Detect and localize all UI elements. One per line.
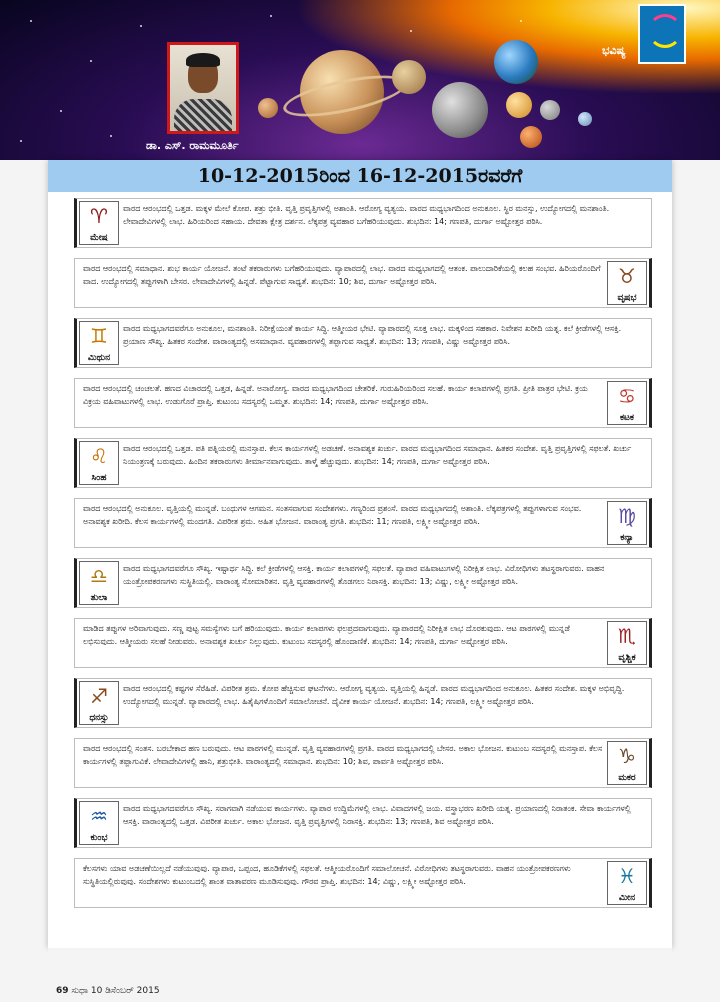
sign-name: ಮಕರ (618, 773, 636, 783)
zodiac-symbol: ♑ (618, 744, 636, 768)
prediction-text: ವಾರದ ಆರಂಭದಲ್ಲಿ ಕಷ್ಟಗಳ ಸೆರೆಹಿಡೆ. ವಿಪರೀತ ಶ್ರಮ. ಕೋಪ ಹೆಚ್ಚಿಸುವ ಘಟನೆಗಳು. ಆರೋಗ್ಯ ವ್ಯತ್ಯಯ. ವೃತ್ತಿಯಲ್ಲಿ ಹಿನ್ನಡೆ. ವಾರದ ಮಧ್ಯಭಾಗದಿಂದ ಅನುಕೂಲ. ಹಿತಕರ ಸಂದೇಶ. ಮಕ್ಕಳ ಅಭಿವೃದ್ಧಿ. ಉದ್ಯೋಗದಲ್ಲಿ ಮುನ್ನಡೆ. ವ್ಯಾಪಾರದಲ್ಲಿ ಲಾಭ. ಹಿತೈಷಿಗಳೊಂದಿಗೆ ಸಮಾಲೋಚನೆ. ದೈವೀಕ ಕಾರ್ಯ ಯೋಜನೆ. ಶುಭದಿನ: 14; ಗಣಪತಿ, ಲಕ್ಷ್ಮೀ ಅಷ್ಟೋತ್ತರ ಪಠಿಸಿ. (123, 684, 625, 706)
leo-icon (79, 441, 119, 485)
horoscope-entry (74, 498, 652, 548)
page-number: 69 (56, 986, 69, 996)
cancer-icon (607, 381, 647, 425)
prediction-text: ವಾರದ ಮಧ್ಯಭಾಗದವರೆಗೂ ಸೌಖ್ಯ. ಇಷ್ಟಾರ್ಥ ಸಿದ್ಧಿ. ಕಲೆ ಕ್ರೀಡೆಗಳಲ್ಲಿ ಆಸಕ್ತಿ. ಕಾರ್ಯ ಕಲಾಪಗಳಲ್ಲಿ ಸಫಲತೆ. ವ್ಯಾಪಾರ ವಹಿವಾಟುಗಳಲ್ಲಿ ನಿರೀಕ್ಷಿತ ಲಾಭ. ವಿರೋಧಿಗಳು ತಟಸ್ಥರಾಗುವರು. ವಾಹನ ಯಂತ್ರೋಪಕರಣಗಳು ಸುಸ್ಥಿತಿಯಲ್ಲಿ. ವಾರಾಂತ್ಯ ಸೋಮಾರಿತನ. ವೃತ್ತಿ ವ್ಯವಹಾರಗಳಲ್ಲಿ ತೊಡಗಲು ನಿರಾಸಕ್ತಿ. ಶುಭದಿನ: 13; ವಿಷ್ಣು, ಲಕ್ಷ್ಮೀ ಅಷ್ಟೋತ್ತರ ಪಠಿಸಿ. (123, 564, 605, 586)
zodiac-symbol: ♋ (618, 384, 636, 408)
horoscope-entry (74, 558, 652, 608)
prediction-text: ವಾರದ ಮಧ್ಯಭಾಗದವರೆಗೂ ಸೌಖ್ಯ. ಸರಾಗವಾಗಿ ನಡೆಯುವ ಕಾರ್ಯಗಳು. ವ್ಯಾಪಾರ ಉದ್ದಿಮೆಗಳಲ್ಲಿ ಲಾಭ. ವಿವಾದಗಳಲ್ಲಿ ಜಯ. ವಸ್ತ್ರಾಭರಣ ಖರೀದಿ ಯತ್ನ. ಪ್ರಯಾಣದಲ್ಲಿ ನಿರಾತಂಕ. ಸೇವಾ ಕಾರ್ಯಗಳಲ್ಲಿ ಆಸಕ್ತಿ. ವಾರಾಂತ್ಯದಲ್ಲಿ ಒತ್ತಡ. ವಿಪರೀತ ಖರ್ಚು. ಅಕಾಲ ಭೋಜನ. ವೃತ್ತಿ ಪ್ರವೃತ್ತಿಗಳಲ್ಲಿ ನಿರಾಸಕ್ತಿ. ಶುಭದಿನ: 13; ಗಣಪತಿ, ಶಿವ ಅಷ್ಟೋತ್ತರ ಪಠಿಸಿ. (123, 804, 631, 826)
swirl-icon (648, 14, 682, 48)
earth-icon (494, 40, 538, 84)
zodiac-symbol: ♈ (90, 204, 108, 228)
horoscope-panel (48, 160, 672, 948)
zodiac-symbol: ♏ (618, 624, 636, 648)
star (90, 60, 92, 62)
sagittarius-icon (79, 681, 119, 725)
horoscope-entry (74, 258, 652, 308)
sign-name: ತುಲಾ (90, 593, 108, 603)
star (60, 110, 62, 112)
sign-name: ಧನಸ್ಸು (89, 713, 109, 723)
libra-icon (79, 561, 119, 605)
star (520, 20, 522, 22)
venus-icon (506, 92, 532, 118)
prediction-text: ವಾರದ ಆರಂಭದಲ್ಲಿ ಸಮಾಧಾನ. ಶುಭ ಕಾರ್ಯ ಯೋಜನೆ. ತಂಟೆ ತಕರಾರುಗಳು ಬಗೆಹರಿಯುವುದು. ವ್ಯಾಪಾರದಲ್ಲಿ ಲಾಭ. ವಾರದ ಮಧ್ಯಭಾಗದಲ್ಲಿ ಆತಂಕ. ಪಾಲುದಾರಿಕೆಯಲ್ಲಿ ಕಲಹ ಸಂಭವ. ಹಿರಿಯರೊಂದಿಗೆ ವಾದ. ಉದ್ಯೋಗದಲ್ಲಿ ತಪ್ಪುಗಳಾಗಿ ಬೇಸರ. ಲೇವಾದೇವಿಗಳಲ್ಲಿ ಹಿನ್ನಡೆ. ಪೆಟ್ಟಾಗುವ ಸಾಧ್ಯತೆ. ಶುಭದಿನ: 10; ಶಿವ, ದುರ್ಗಾ ಅಷ್ಟೋತ್ತರ ಪಠಿಸಿ. (83, 264, 601, 286)
sign-name: ಮೇಷ (90, 233, 108, 243)
prediction-text: ವಾರದ ಆರಂಭದಲ್ಲಿ ಚಂಚಲತೆ. ಹಣದ ವಿಚಾರದಲ್ಲಿ ಒತ್ತಡ, ಹಿನ್ನಡೆ. ಅನಾರೋಗ್ಯ. ವಾರದ ಮಧ್ಯಭಾಗದಿಂದ ಚೇತರಿಕೆ. ಗುರುಹಿರಿಯರಿಂದ ಸಲಹೆ. ಕಾರ್ಯ ಕಲಾಪಗಳಲ್ಲಿ ಪ್ರಗತಿ. ಪ್ರೀತಿ ಪಾತ್ರರ ಭೇಟಿ. ಕ್ರಯ ವಿಕ್ರಯ ವಹಿವಾಟುಗಳಲ್ಲಿ ಲಾಭ. ಉಡುಗೊರೆ ಪ್ರಾಪ್ತಿ. ಕುಟುಂಬ ಸದಸ್ಯರಲ್ಲಿ ಒಮ್ಮತ. ಶುಭದಿನ: 14; ಗಣಪತಿ, ದುರ್ಗಾ ಅಷ್ಟೋತ್ತರ ಪಠಿಸಿ. (83, 384, 588, 406)
space-banner (0, 0, 720, 160)
section-logo-icon (638, 4, 686, 64)
author-photo (167, 42, 239, 134)
star (140, 25, 142, 27)
taurus-icon (607, 261, 647, 305)
star (410, 30, 412, 32)
star (20, 140, 22, 142)
prediction-text: ವಾರದ ಆರಂಭದಲ್ಲಿ ಅನುಕೂಲ. ವೃತ್ತಿಯಲ್ಲಿ ಮುನ್ನಡೆ. ಬಂಧುಗಳ ಆಗಮನ. ಸಂತಸವಾಗುವ ಸಂದೇಶಗಳು. ಗಣ್ಯರಿಂದ ಪ್ರಶಂಸೆ. ವಾರದ ಮಧ್ಯಭಾಗದಲ್ಲಿ ಅಶಾಂತಿ. ಲೆಕ್ಕಪತ್ರಗಳಲ್ಲಿ ತಪ್ಪುಗಳಾಗುವ ಸಂಭವ. ಅನಾವಶ್ಯಕ ಖರೀದಿ. ಕೆಲಸ ಕಾರ್ಯಗಳಲ್ಲಿ ಮಂದಗತಿ. ವಿಪರೀತ ಶ್ರಮ. ಅಹಿತ ಭೋಜನ. ವಾರಾಂತ್ಯ ಪ್ರಗತಿ. ಶುಭದಿನ: 11; ಗಣಪತಿ, ಲಕ್ಷ್ಮೀ ಅಷ್ಟೋತ್ತರ ಪಠಿಸಿ. (83, 504, 582, 526)
horoscope-entry (74, 738, 652, 788)
section-label: ಭವಿಷ್ಯ (602, 44, 626, 57)
horoscope-entry (74, 378, 652, 428)
horoscope-entry (74, 438, 652, 488)
zodiac-symbol: ♓ (618, 864, 636, 888)
scorpio-icon (607, 621, 647, 665)
virgo-icon (607, 501, 647, 545)
zodiac-symbol: ♎ (90, 564, 108, 588)
star (30, 20, 32, 22)
aquarius-icon (79, 801, 119, 845)
portrait-shirt (174, 99, 232, 131)
portrait-hair (186, 53, 220, 67)
prediction-text: ವಾರದ ಆರಂಭದಲ್ಲಿ ಒತ್ತಡ. ಪತಿ ಪತ್ನಿಯರಲ್ಲಿ ಮನಸ್ತಾಪ. ಕೆಲಸ ಕಾರ್ಯಗಳಲ್ಲಿ ಅಡಚಣೆ. ಅನಾವಶ್ಯಕ ಖರ್ಚು. ವಾರದ ಮಧ್ಯಭಾಗದಿಂದ ಸಮಾಧಾನ. ಹಿತಕರ ಸಂದೇಶ. ವೃತ್ತಿ ಪ್ರವೃತ್ತಿಗಳಲ್ಲಿ ಸಫಲತೆ. ಖರ್ಚು ನಿಯಂತ್ರಣಕ್ಕೆ ಬರುವುದು. ಹಿಂದಿನ ತಕರಾರುಗಳು ತೀರ್ಮಾನವಾಗುವುದು. ತಾಳ್ಮೆ ಹೆಚ್ಚುವುದು. ಶುಭದಿನ: 14; ಗಣಪತಿ, ದುರ್ಗಾ ಅಷ್ಟೋತ್ತರ ಪಠಿಸಿ. (123, 444, 632, 466)
prediction-text: ವಾರದ ಆರಂಭದಲ್ಲಿ ಒತ್ತಡ. ಮಕ್ಕಳ ಮೇಲೆ ಕೋಪ. ಶತ್ರು ಭೀತಿ. ವೃತ್ತಿ ಪ್ರವೃತ್ತಿಗಳಲ್ಲಿ ಅಶಾಂತಿ. ಆರೋಗ್ಯ ವ್ಯತ್ಯಯ. ವಾರದ ಮಧ್ಯಭಾಗದಿಂದ ಅನುಕೂಲ. ಸ್ಥಿರ ಮನಸ್ಸು, ಉದ್ಯೋಗದಲ್ಲಿ ಮನಶಾಂತಿ. ಲೇವಾದೇವಿಗಳಲ್ಲಿ ಲಾಭ. ಹಿರಿಯರಿಂದ ಸಹಾಯ. ದೇವತಾ ಕ್ಷೇತ್ರ ದರ್ಶನ. ಲೆಕ್ಕಪತ್ರ ವ್ಯವಹಾರ ಬಗೆಹರಿಯುವುದು. ಶುಭದಿನ: 14; ಗಣಪತಿ, ದುರ್ಗಾ ಅಷ್ಟೋತ್ತರ ಪಠಿಸಿ. (123, 204, 610, 226)
horoscope-entry (74, 618, 652, 668)
author-name: ಡಾ. ಎಸ್. ರಾಮಮೂರ್ತಿ (146, 139, 239, 152)
capricorn-icon (607, 741, 647, 785)
horoscope-entry (74, 678, 652, 728)
mars-icon (520, 126, 542, 148)
footer-issue: ಸುಧಾ 10 ಡಿಸೆಂಬರ್ 2015 (71, 986, 160, 996)
zodiac-symbol: ♒ (90, 804, 108, 828)
prediction-text: ಕೆಲಸಗಳು ಯಾವ ಅಡಚಣೆಯಿಲ್ಲದೆ ನಡೆಯುವುವು. ವ್ಯಾಪಾರ, ಒಪ್ಪಂದ, ಹೂಡಿಕೆಗಳಲ್ಲಿ ಸಫಲತೆ. ಆತ್ಮೀಯರೊಂದಿಗೆ ಸಮಾಲೋಚನೆ. ವಿರೋಧಿಗಳು ತಟಸ್ಥರಾಗುವರು. ವಾಹನ ಯಂತ್ರೋಪಕರಣಗಳು ಸುಸ್ಥಿತಿಯಲ್ಲಿರುವುವು. ಸಂದೇಶಗಳು ಕುಟುಂಬದಲ್ಲಿ ಶಾಂತ ವಾತಾವರಣ ಮೂಡಿಸುವುವು. ಗೌರವ ಪ್ರಾಪ್ತಿ. ಶುಭದಿನ: 14; ವಿಷ್ಣು, ಲಕ್ಷ್ಮೀ ಅಷ್ಟೋತ್ತರ ಪಠಿಸಿ. (83, 864, 571, 886)
moon-icon (432, 82, 488, 138)
sign-name: ಮೀನ (618, 893, 636, 903)
planet-icon (392, 60, 426, 94)
page-footer (48, 948, 672, 1002)
sign-name: ಕಟಕ (620, 413, 634, 423)
horoscope-entry (74, 798, 652, 848)
zodiac-symbol: ♌ (90, 444, 108, 468)
horoscope-entry (74, 858, 652, 908)
star (110, 135, 112, 137)
prediction-text: ವಾರದ ಆರಂಭದಲ್ಲಿ ಸಂತಸ. ಬರಬೇಕಾದ ಹಣ ಬರುವುದು. ಆಟ ಪಾಠಗಳಲ್ಲಿ ಮುನ್ನಡೆ. ವೃತ್ತಿ ವ್ಯವಹಾರಗಳಲ್ಲಿ ಪ್ರಗತಿ. ವಾರದ ಮಧ್ಯಭಾಗದಲ್ಲಿ ಬೇಸರ. ಅಕಾಲ ಭೋಜನ. ಕುಟುಂಬ ಸದಸ್ಯರಲ್ಲಿ ಮನಸ್ತಾಪ. ಕೆಲಸ ಕಾರ್ಯಗಳಲ್ಲಿ ತಪ್ಪಾಗುವಿಕೆ. ಲೇವಾದೇವಿಗಳಲ್ಲಿ ಹಾನಿ, ಶತ್ರುಭೀತಿ. ವಾರಾಂತ್ಯದಲ್ಲಿ ಸಮಾಧಾನ. ಶುಭದಿನ: 10; ಶಿವ, ಪಾರ್ವತಿ ಅಷ್ಟೋತ್ತರ ಪಠಿಸಿ. (83, 744, 603, 766)
sign-name: ಕುಂಭ (90, 833, 108, 843)
horoscope-entry (74, 318, 652, 368)
zodiac-symbol: ♉ (618, 264, 636, 288)
sign-name: ಸಿಂಹ (91, 473, 107, 483)
footer-text (56, 986, 160, 996)
page-title: 10-12-2015ರಿಂದ 16-12-2015ರವರೆಗೆ (48, 160, 672, 192)
sign-name: ಕನ್ಯಾ (620, 533, 634, 543)
zodiac-symbol: ♐ (90, 684, 108, 708)
planet-icon (578, 112, 592, 126)
zodiac-symbol: ♍ (618, 504, 636, 528)
zodiac-symbol: ♊ (90, 324, 108, 348)
star (270, 15, 272, 17)
portrait-image (170, 45, 236, 131)
sign-name: ವೃಶ್ಚಿಕ (618, 653, 636, 663)
pisces-icon (607, 861, 647, 905)
planet-icon (258, 98, 278, 118)
prediction-text: ವಾರದ ಮಧ್ಯಭಾಗದವರೆಗೂ ಅನುಕೂಲ, ಮನಶಾಂತಿ. ನಿರೀಕ್ಷೆಯಂತೆ ಕಾರ್ಯ ಸಿದ್ಧಿ. ಆತ್ಮೀಯರ ಭೇಟಿ. ವ್ಯಾಪಾರದಲ್ಲಿ ಸೂಕ್ತ ಲಾಭ. ಮಕ್ಕಳಿಂದ ಸಹಕಾರ. ನಿವೇಶನ ಖರೀದಿ ಯತ್ನ. ಕಲೆ ಕ್ರೀಡೆಗಳಲ್ಲಿ ಆಸಕ್ತಿ. ಪ್ರಯಾಣ ಸೌಖ್ಯ. ಹಿತಕರ ಸಂದೇಶ. ವಾರಾಂತ್ಯದಲ್ಲಿ ಅಸಮಾಧಾನ. ವ್ಯವಹಾರಗಳಲ್ಲಿ ತಪ್ಪಾಗುವ ಸಾಧ್ಯತೆ. ಶುಭದಿನ: 13; ಗಣಪತಿ, ವಿಷ್ಣು ಅಷ್ಟೋತ್ತರ ಪಠಿಸಿ. (123, 324, 622, 346)
aries-icon (79, 201, 119, 245)
prediction-text: ಮಾಡಿದ ತಪ್ಪುಗಳ ಅರಿವಾಗುವುದು. ಸಣ್ಣ ಪುಟ್ಟ ಸಮಸ್ಯೆಗಳು ಬಗೆ ಹರಿಯುವುದು. ಕಾರ್ಯ ಕಲಾಪಗಳು ಫಲಪ್ರದವಾಗುವುದು. ವ್ಯಾಪಾರದಲ್ಲಿ ನಿರೀಕ್ಷಿತ ಲಾಭ ದೊರಕುವುದು. ಆಟ ಪಾಠಗಳಲ್ಲಿ ಮುನ್ನಡೆ ಲಭಿಸುವುದು. ಆತ್ಮೀಯರು ಸಲಹೆ ನೀಡುವರು. ಅನಾವಶ್ಯಕ ಖರ್ಚು ನಿಲ್ಲುವುದು. ಕುಟುಂಬ ಸದಸ್ಯರಲ್ಲಿ ಹೊಂದಾಣಿಕೆ. ಶುಭದಿನ: 14; ಗಣಪತಿ, ದುರ್ಗಾ ಅಷ್ಟೋತ್ತರ ಪಠಿಸಿ. (83, 624, 570, 646)
sign-name: ಮಿಥುನ (87, 353, 111, 363)
horoscope-entry (74, 198, 652, 248)
gemini-icon (79, 321, 119, 365)
sign-name: ವೃಷಭ (617, 293, 637, 303)
mercury-icon (540, 100, 560, 120)
